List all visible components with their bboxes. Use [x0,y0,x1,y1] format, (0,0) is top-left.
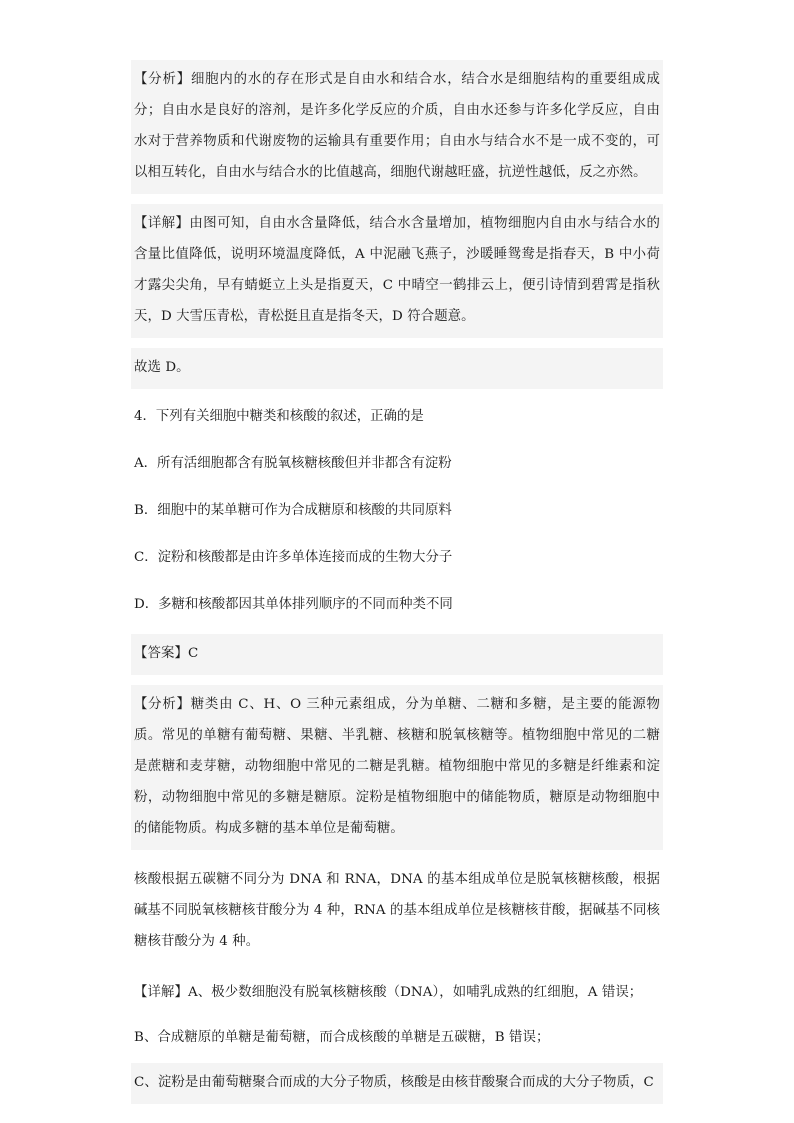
detail-block-4-c [131,1063,663,1104]
document-content [131,60,663,1108]
analysis-text: 【分析】细胞内的水的存在形式是自由水和结合水，结合水是细胞结构的重要组成成分；自由水是良好的溶剂，是许多化学反应的介质，自由水还参与许多化学反应，自由水对于营养物质和代谢废物的运输具有重要作用；自由水与结合水不是一成不变的，可以相互转化，自由水与结合水的比值越高，细胞代谢越旺盛，抗逆性越低，反之亦然。 [134,72,660,180]
detail-block-4-b [131,1018,663,1059]
detail-text-c: C、淀粉是由葡萄糖聚合而成的大分子物质，核酸是由核苷酸聚合而成的大分子物质，C [134,1075,654,1090]
conclusion-text: 故选 D。 [134,360,190,375]
detail-block-4-a [131,973,663,1014]
option-d: D．多糖和核酸都因其单体排列顺序的不同而种类不同 [134,597,453,612]
option-c: C．淀粉和核酸都是由许多单体连接而成的生物大分子 [134,550,453,565]
conclusion-block-1 [131,348,663,389]
question-stem: 4．下列有关细胞中糖类和核酸的叙述，正确的是 [134,409,424,424]
answer-block [131,634,663,675]
analysis-block-4 [131,685,663,850]
analysis-block-1 [131,60,663,194]
analysis-text-p2: 核酸根据五碳糖不同分为 DNA 和 RNA，DNA 的基本组成单位是脱氧核糖核酸，根据碱基不同脱氧核糖核苷酸分为 4 种，RNA 的基本组成单位是核糖核苷酸，据碱基不同核糖核苷酸分为 4 种。 [134,872,660,949]
detail-text: 【详解】由图可知，自由水含量降低，结合水含量增加，植物细胞内自由水与结合水的含量比值降低，说明环境温度降低，A 中泥融飞燕子，沙暖睡鸳鸯是指春天，B 中小荷才露尖尖角，早有蜻蜓立上头是指夏天，C 中晴空一鹤排云上，便引诗情到碧霄是指秋天，D 大雪压青松，青松挺且直是指冬天，D 符合题意。 [134,216,660,324]
detail-text-a: 【详解】A、极少数细胞没有脱氧核糖核酸（DNA），如哺乳成熟的红细胞，A 错误； [134,985,643,1000]
option-b: B．细胞中的某单糖可作为合成糖原和核酸的共同原料 [134,503,452,518]
analysis-text-p1: 【分析】糖类由 C、H、O 三种元素组成，分为单糖、二糖和多糖，是主要的能源物质。常见的单糖有葡萄糖、果糖、半乳糖、核糖和脱氧核糖等。植物细胞中常见的二糖是蔗糖和麦芽糖，动物细胞中常见的二糖是乳糖。植物细胞中常见的多糖是纤维素和淀粉，动物细胞中常见的多糖是糖原。淀粉是植物细胞中的储能物质，糖原是动物细胞中的储能物质。构成多糖的基本单位是葡萄糖。 [134,697,660,836]
answer-text: 【答案】C [134,646,199,661]
detail-text-b: B、合成糖原的单糖是葡萄糖，而合成核酸的单糖是五碳糖，B 错误； [134,1030,550,1045]
detail-block-1 [131,204,663,338]
analysis-block-4-continued [131,860,663,963]
option-a: A．所有活细胞都含有脱氧核糖核酸但并非都含有淀粉 [134,456,452,471]
